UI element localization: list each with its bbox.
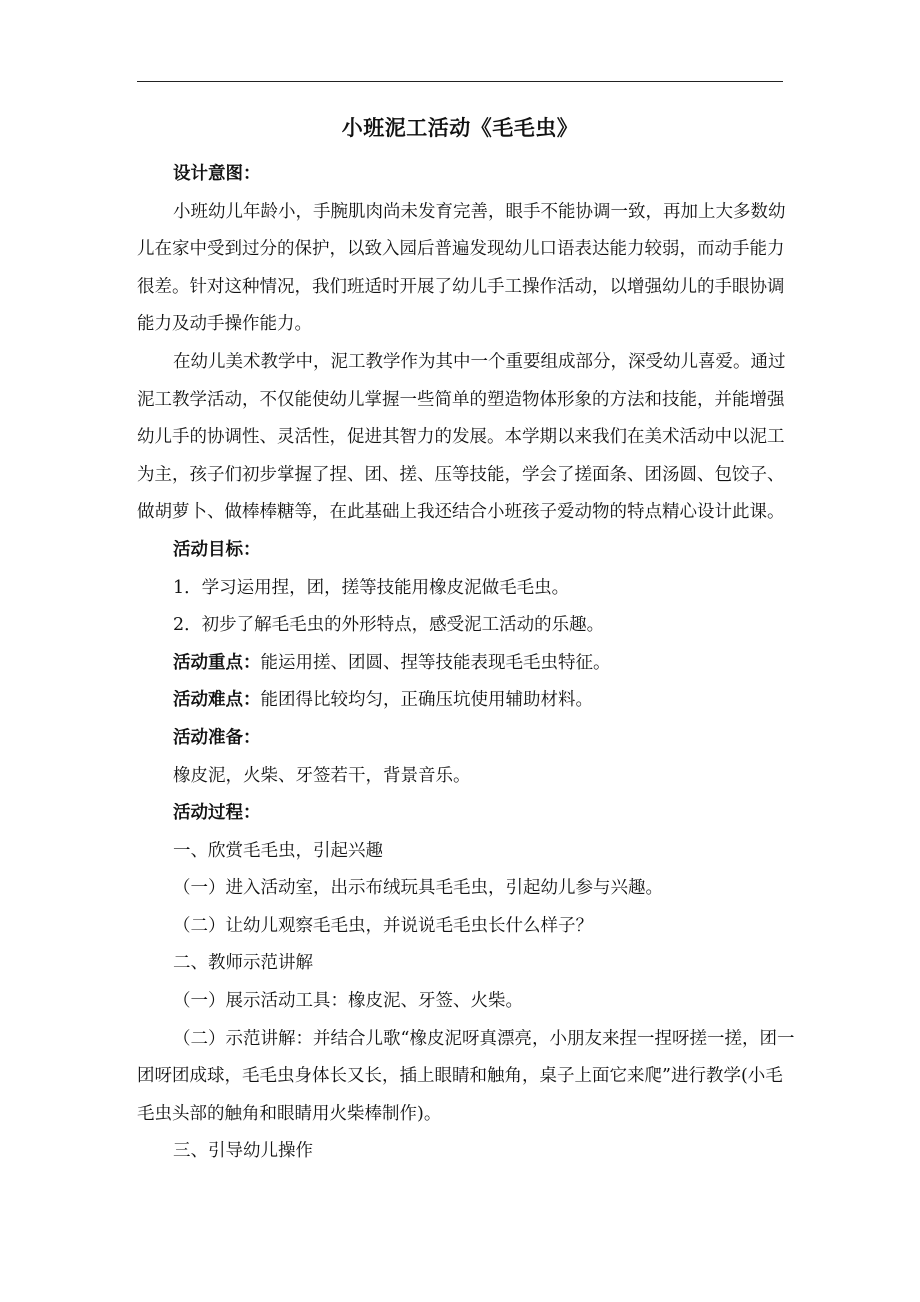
preparation-text: 橡皮泥，火柴、牙签若干，背景音乐。 (173, 765, 471, 786)
difficulty-line (137, 682, 797, 720)
document-body (137, 156, 797, 1171)
goal-item-1: 1．学习运用捏，团，搓等技能用橡皮泥做毛毛虫。 (173, 577, 570, 598)
design-intent-paragraph-1: 小班幼儿年龄小，手腕肌肉尚未发育完善，眼手不能协调一致，再加上大多数幼儿在家中受到过分的保护，以致入园后普遍发现幼儿口语表达能力较弱，而动手能力很差。针对这种情况，我们班适时开展了幼儿手工操作活动，以增强幼儿的手眼协调能力及动手操作能力。 (137, 201, 786, 335)
design-intent-heading: 设计意图： (173, 164, 261, 184)
design-intent-paragraph-2: 在幼儿美术教学中，泥工教学作为其中一个重要组成部分，深受幼儿喜爱。通过泥工教学活动，不仅能使幼儿掌握一些简单的塑造物体形象的方法和技能，并能增强幼儿手的协调性、灵活性，促进其智力的发展。本学期以来我们在美术活动中以泥工为主，孩子们初步掌握了捏、团、搓、压等技能，学会了搓面条、团汤圆、包饺子、做胡萝卜、做棒棒糖等，在此基础上我还结合小班孩子爱动物的特点精心设计此课。 (137, 351, 786, 523)
difficulty-text: 能团得比较均匀，正确压坑使用辅助材料。 (260, 690, 593, 711)
process-line-7: 三、引导幼儿操作 (173, 1141, 313, 1162)
process-line-4: 二、教师示范讲解 (173, 953, 313, 974)
process-heading: 活动过程： (173, 803, 261, 824)
key-point-text: 能运用搓、团圆、捏等技能表现毛毛虫特征。 (260, 652, 611, 673)
preparation-heading: 活动准备： (173, 727, 261, 748)
goal-item-2: 2．初步了解毛毛虫的外形特点，感受泥工活动的乐趣。 (173, 615, 605, 636)
key-point-label: 活动重点： (173, 652, 261, 673)
key-point-line (137, 645, 797, 683)
difficulty-label: 活动难点： (173, 690, 261, 711)
process-line-3: （二）让幼儿观察毛毛虫，并说说毛毛虫长什么样子？ (173, 915, 593, 936)
header-rule (137, 81, 783, 82)
document-title: 小班泥工活动《毛毛虫》 (341, 115, 579, 140)
process-line-2: （一）进入活动室，出示布绒玩具毛毛虫，引起幼儿参与兴趣。 (173, 878, 663, 899)
process-line-1: 一、欣赏毛毛虫，引起兴趣 (173, 840, 383, 861)
process-line-5: （一）展示活动工具：橡皮泥、牙签、火柴。 (173, 991, 523, 1012)
process-line-6: （二）示范讲解：并结合儿歌“橡皮泥呀真漂亮，小朋友来捏一捏呀搓一搓，团一团呀团成球，毛毛虫身体长又长，插上眼睛和触角，桌子上面它来爬”进行教学(小毛毛虫头部的触角和眼睛用火柴棒制作)。 (137, 1028, 795, 1124)
goals-heading: 活动目标： (173, 539, 261, 560)
